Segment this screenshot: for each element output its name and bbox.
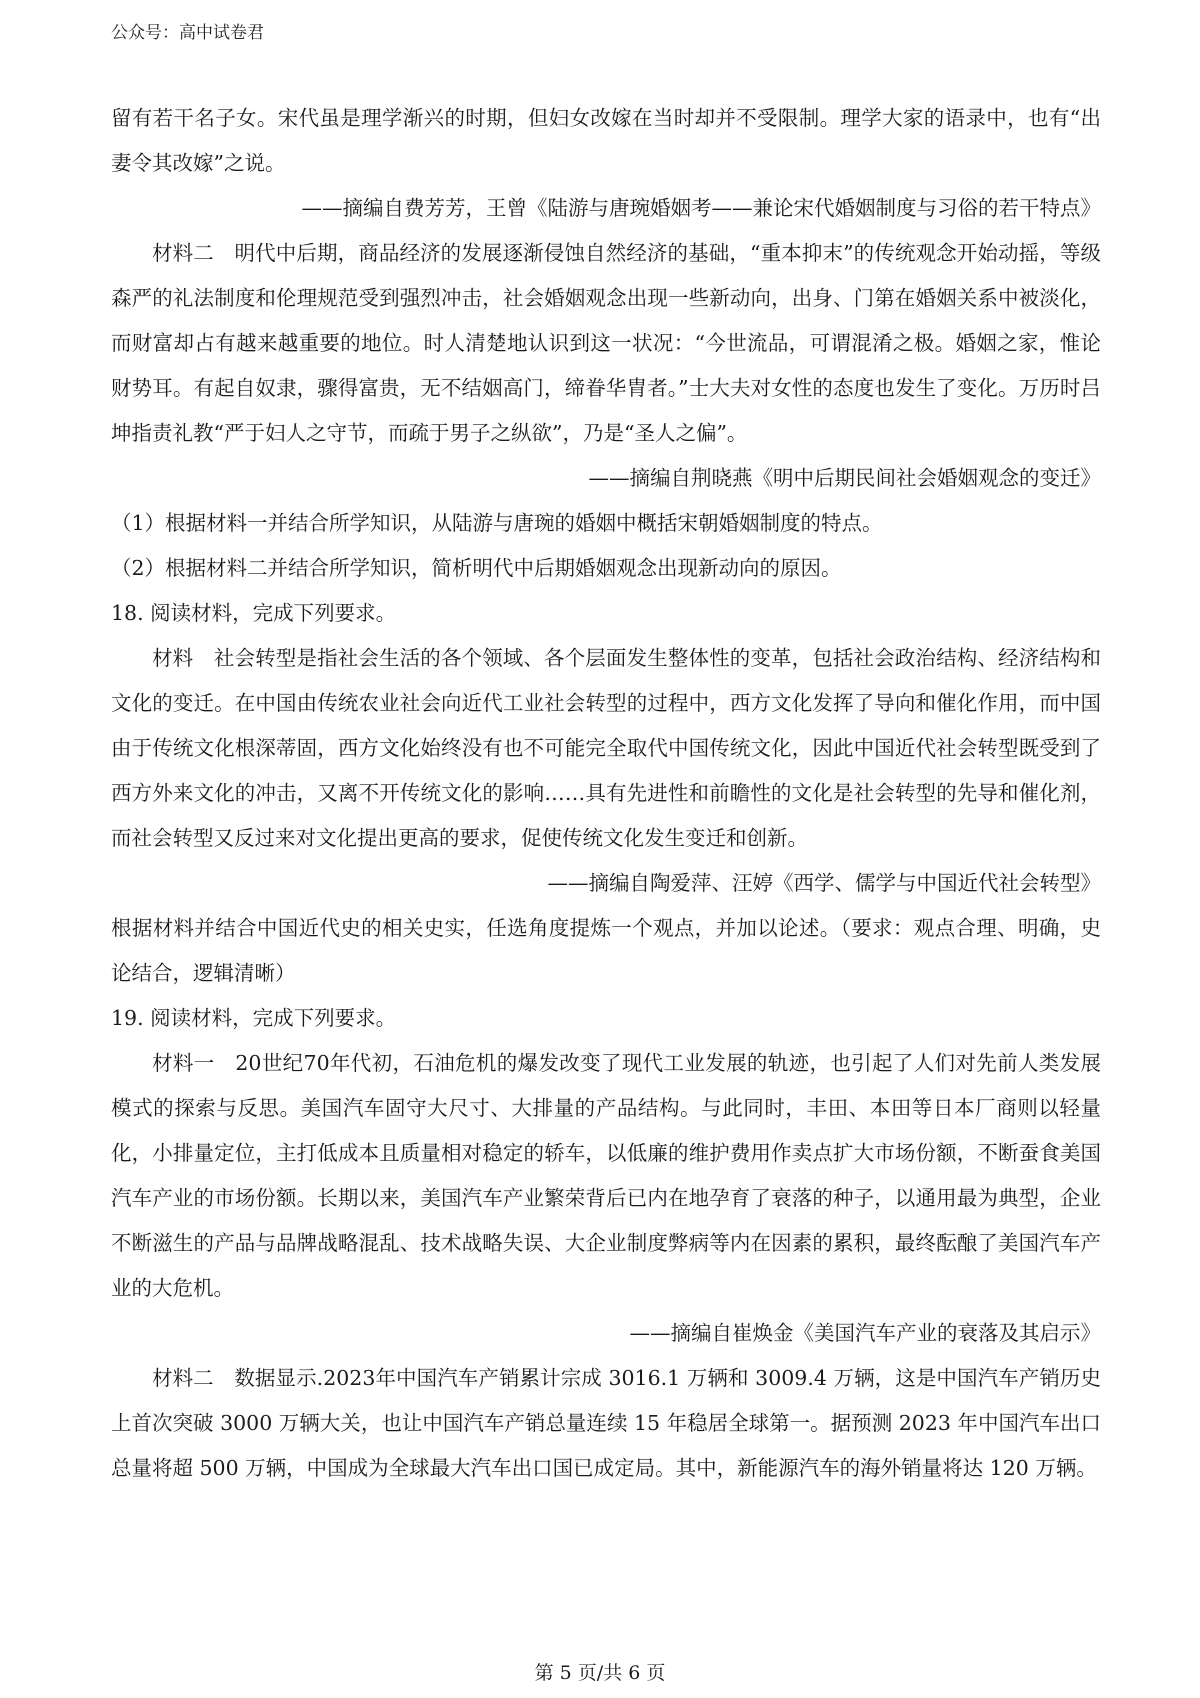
question-17-2: （2）根据材料二并结合所学知识，简析明代中后期婚姻观念出现新动向的原因。 xyxy=(111,556,842,580)
document-body xyxy=(111,96,1101,1491)
question-18-material: 材料 社会转型是指社会生活的各个领域、各个层面发生整体性的变革，包括社会政治结构、经济结构和文化的变迁。在中国由传统农业社会向近代工业社会转型的过程中，西方文化发挥了导向和催化作用，而中国由于传统文化根深蒂固，西方文化始终没有也不可能完全取代中国传统文化，因此中国近代社会转型既受到了西方外来文化的冲击，又离不开传统文化的影响……具有先进性和前瞻性的文化是社会转型的先导和催化剂，而社会转型又反过来对文化提出更高的要求，促使传统文化发生变迁和创新。 xyxy=(111,646,1101,850)
question-19-material-2: 材料二 数据显示.2023年中国汽车产销累计宗成 3016.1 万辆和 3009.4 万辆，这是中国汽车产销历史上首次突破 3000 万辆大关，也让中国汽车产销总量连续 15 年稳居全球第一。据预测 2023 年中国汽车出口总量将超 500 万辆，中国成为全球最大汽车出口国已成定局。其中，新能源汽车的海外销量将达 120 万辆。 xyxy=(111,1366,1101,1480)
question-17-1: （1）根据材料一并结合所学知识，从陆游与唐琬的婚姻中概括宋朝婚姻制度的特点。 xyxy=(111,511,883,535)
question-19-material-1: 材料一 20世纪70年代初，石油危机的爆发改变了现代工业发展的轨迹，也引起了人们对先前人类发展模式的探索与反思。美国汽车固守大尺寸、大排量的产品结构。与此同时，丰田、本田等日本厂商则以轻量化，小排量定位，主打低成本且质量相对稳定的轿车，以低廉的维护费用作卖点扩大市场份额，不断蚕食美国汽车产业的市场份额。长期以来，美国汽车产业繁荣背后已内在地孕育了衰落的种子，以通用最为典型，企业不断滋生的产品与品牌战略混乱、技术战略失误、大企业制度弊病等内在因素的累积，最终酝酿了美国汽车产业的大危机。 xyxy=(111,1051,1101,1300)
source-citation-3: ——摘编自陶爱萍、汪婷《西学、儒学与中国近代社会转型》 xyxy=(547,871,1101,895)
source-citation-1: ——摘编自费芳芳，王曾《陆游与唐琬婚姻考——兼论宋代婚姻制度与习俗的若干特点》 xyxy=(301,196,1101,220)
source-citation-2: ——摘编自荆晓燕《明中后期民间社会婚姻观念的变迁》 xyxy=(588,466,1101,490)
question-18-prompt: 根据材料并结合中国近代史的相关史实，任选角度提炼一个观点，并加以论述。（要求：观点合理、明确，史论结合，逻辑清晰） xyxy=(111,916,1101,985)
page-number: 第 5 页/共 6 页 xyxy=(534,1662,666,1684)
source-citation-4: ——摘编自崔焕金《美国汽车产业的衰落及其启示》 xyxy=(629,1321,1101,1345)
material-1-tail: 留有若干名子女。宋代虽是理学渐兴的时期，但妇女改嫁在当时却并不受限制。理学大家的语录中，也有“出妻令其改嫁”之说。 xyxy=(111,106,1101,175)
header-label: 公众号：高中试卷君 xyxy=(111,23,264,43)
question-19-heading: 19. 阅读材料，完成下列要求。 xyxy=(111,1006,397,1030)
material-2: 材料二 明代中后期，商品经济的发展逐渐侵蚀自然经济的基础，“重本抑末”的传统观念开始动摇，等级森严的礼法制度和伦理规范受到强烈冲击，社会婚姻观念出现一些新动向，出身、门第在婚姻关系中被淡化，而财富却占有越来越重要的地位。时人清楚地认识到这一状况：“今世流品，可谓混淆之极。婚姻之家，惟论财势耳。有起自奴隶，骤得富贵，无不结姻高门，缔眷华胄者。”士大夫对女性的态度也发生了变化。万历时吕坤指责礼教“严于妇人之守节，而疏于男子之纵欲”，乃是“圣人之偏”。 xyxy=(111,241,1101,445)
question-18-heading: 18. 阅读材料，完成下列要求。 xyxy=(111,601,397,625)
